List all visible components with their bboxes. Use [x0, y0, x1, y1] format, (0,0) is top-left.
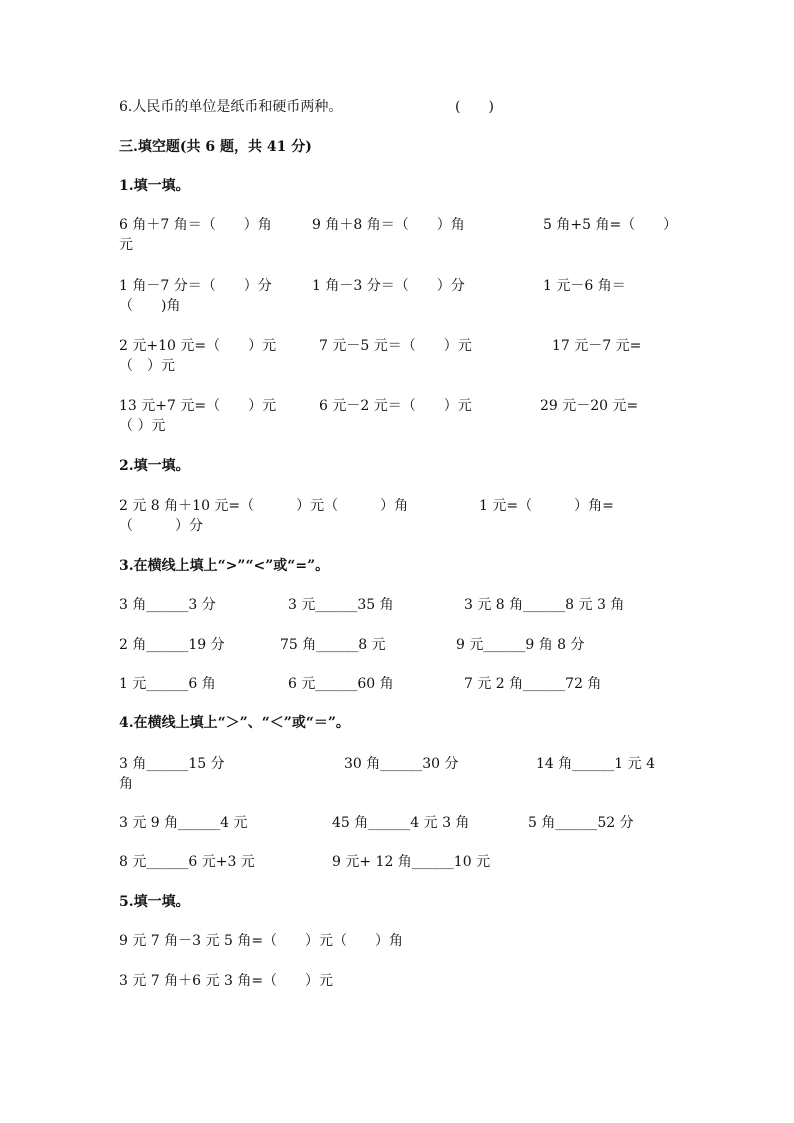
p3-r1-c2: 3 元______35 角: [288, 597, 394, 613]
p4-r3-c1: 8 元______6 元+3 元: [119, 854, 255, 870]
p1-r3-c3: 17 元－7 元=: [552, 338, 642, 354]
p1-r3-c2: 7 元－5 元＝（ ）元: [319, 338, 472, 354]
p1-r1-wrap: 元: [119, 237, 133, 253]
p4-r3-c2: 9 元+ 12 角______10 元: [332, 854, 491, 870]
p3-r2-c2: 75 角______8 元: [280, 637, 386, 653]
p1-r3-wrap: （ ）元: [119, 358, 175, 374]
problem-4-title: 4.在横线上填上“＞”、“＜”或“＝”。: [119, 715, 350, 731]
p1-r2-c3: 1 元－6 角＝: [543, 278, 626, 294]
p4-r2-c2: 45 角______4 元 3 角: [332, 815, 470, 831]
p4-r1-c1: 3 角______15 分: [119, 756, 225, 772]
p1-r1-c2: 9 角＋8 角＝（ ）角: [312, 217, 465, 233]
p1-r1-c1: 6 角＋7 角＝（ ）角: [119, 217, 272, 233]
p2-c1: 2 元 8 角＋10 元=（ ）元（ ）角: [119, 498, 409, 514]
question-6-text: 6.人民币的单位是纸币和硬币两种。: [119, 99, 343, 115]
p1-r2-c1: 1 角－7 分＝（ ）分: [119, 278, 272, 294]
p1-r4-c3: 29 元－20 元=: [540, 398, 639, 414]
problem-5-title: 5.填一填。: [119, 894, 190, 910]
answer-parentheses: ( ): [455, 99, 494, 115]
problem-3-title: 3.在横线上填上“>”“<”或“=”。: [119, 558, 330, 574]
question-6: [119, 97, 342, 117]
p3-r2-c3: 9 元______9 角 8 分: [456, 637, 585, 653]
p4-r2-c3: 5 角______52 分: [528, 815, 634, 831]
p1-r4-c1: 13 元+7 元=（ ）元: [119, 398, 277, 414]
p3-r1-c3: 3 元 8 角______8 元 3 角: [464, 597, 625, 613]
p3-r3-c2: 6 元______60 角: [288, 676, 394, 692]
p3-r3-c3: 7 元 2 角______72 角: [464, 676, 602, 692]
problem-1-title: 1.填一填。: [119, 178, 190, 194]
p1-r4-c2: 6 元－2 元＝（ ）元: [319, 398, 472, 414]
p1-r2-wrap: （ )角: [119, 298, 181, 314]
p1-r4-wrap: （ ）元: [119, 418, 166, 434]
p4-r1-wrap: 角: [119, 776, 133, 792]
p5-r2: 3 元 7 角＋6 元 3 角=（ ）元: [119, 973, 334, 989]
p1-r1-c3: 5 角+5 角=（ ）: [543, 217, 678, 233]
p2-wrap: （ ）分: [119, 518, 203, 534]
p5-r1: 9 元 7 角－3 元 5 角=（ ）元（ ）角: [119, 933, 404, 949]
p1-r2-c2: 1 角－3 分＝（ ）分: [312, 278, 465, 294]
p3-r3-c1: 1 元______6 角: [119, 676, 216, 692]
problem-2-title: 2.填一填。: [119, 458, 190, 474]
section-title: 三.填空题(共 6 题，共 41 分): [119, 139, 312, 155]
p4-r1-c2: 30 角______30 分: [344, 756, 459, 772]
p3-r2-c1: 2 角______19 分: [119, 637, 225, 653]
p4-r1-c3: 14 角______1 元 4: [536, 756, 655, 772]
p4-r2-c1: 3 元 9 角______4 元: [119, 815, 248, 831]
p3-r1-c1: 3 角______3 分: [119, 597, 216, 613]
p2-c2: 1 元=（ ）角=: [479, 498, 614, 514]
p1-r3-c1: 2 元+10 元=（ ）元: [119, 338, 277, 354]
